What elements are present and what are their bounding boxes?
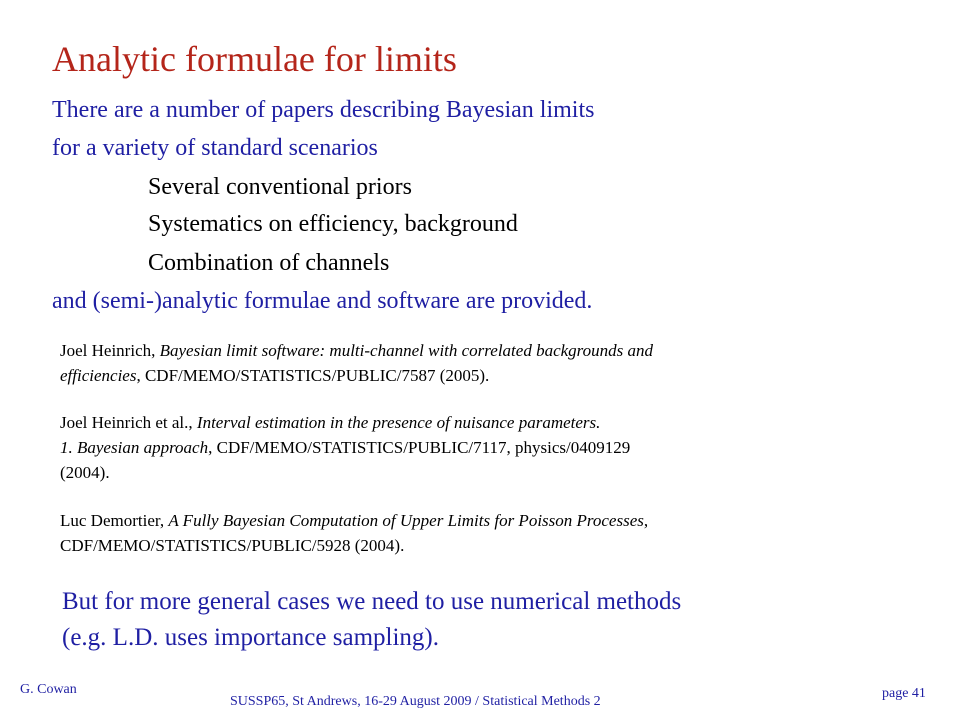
reference-demortier-2004 [60, 508, 648, 558]
reference-heinrich-2004 [60, 410, 630, 485]
reference-line [60, 508, 648, 533]
footer-page-number: page 41 [882, 686, 926, 701]
reference-source: , CDF/MEMO/STATISTICS/PUBLIC/7117, physics/0409129 [208, 438, 631, 457]
reference-line [60, 363, 653, 388]
reference-line [60, 338, 653, 363]
reference-title: 1. Bayesian approach [60, 438, 209, 457]
slide-title: Analytic formulae for limits [52, 39, 457, 79]
reference-author: Luc Demortier, [60, 511, 169, 530]
reference-source: , CDF/MEMO/STATISTICS/PUBLIC/7587 (2005). [136, 366, 490, 385]
reference-title: Bayesian limit software: multi-channel with correlated backgrounds and [159, 341, 654, 360]
intro-line-2: for a variety of standard scenarios [52, 135, 378, 161]
closing-line-1: But for more general cases we need to use numerical methods [62, 588, 682, 615]
bullet-systematics: Systematics on efficiency, background [148, 211, 518, 237]
reference-author: Joel Heinrich, [60, 341, 160, 360]
intro-line-1: There are a number of papers describing Bayesian limits [52, 97, 595, 123]
reference-line: (2004). [60, 463, 110, 482]
outro-line: and (semi-)analytic formulae and software are provided. [52, 288, 593, 314]
reference-heinrich-2005 [60, 338, 653, 388]
closing-line-2: (e.g. L.D. uses importance sampling). [62, 624, 439, 651]
reference-title: A Fully Bayesian Computation of Upper Limits for Poisson Processes [168, 511, 644, 530]
footer-event: SUSSP65, St Andrews, 16-29 August 2009 / Statistical Methods 2 [230, 694, 601, 709]
reference-punct: , [643, 511, 649, 530]
bullet-combination: Combination of channels [148, 250, 390, 276]
bullet-priors: Several conventional priors [148, 174, 412, 200]
reference-author: Joel Heinrich et al., [60, 413, 197, 432]
reference-line: CDF/MEMO/STATISTICS/PUBLIC/5928 (2004). [60, 536, 405, 555]
reference-title: Interval estimation in the presence of nuisance parameters. [196, 413, 601, 432]
reference-title: efficiencies [60, 366, 137, 385]
footer-author: G. Cowan [20, 682, 77, 697]
reference-line [60, 435, 630, 460]
reference-line [60, 410, 630, 435]
